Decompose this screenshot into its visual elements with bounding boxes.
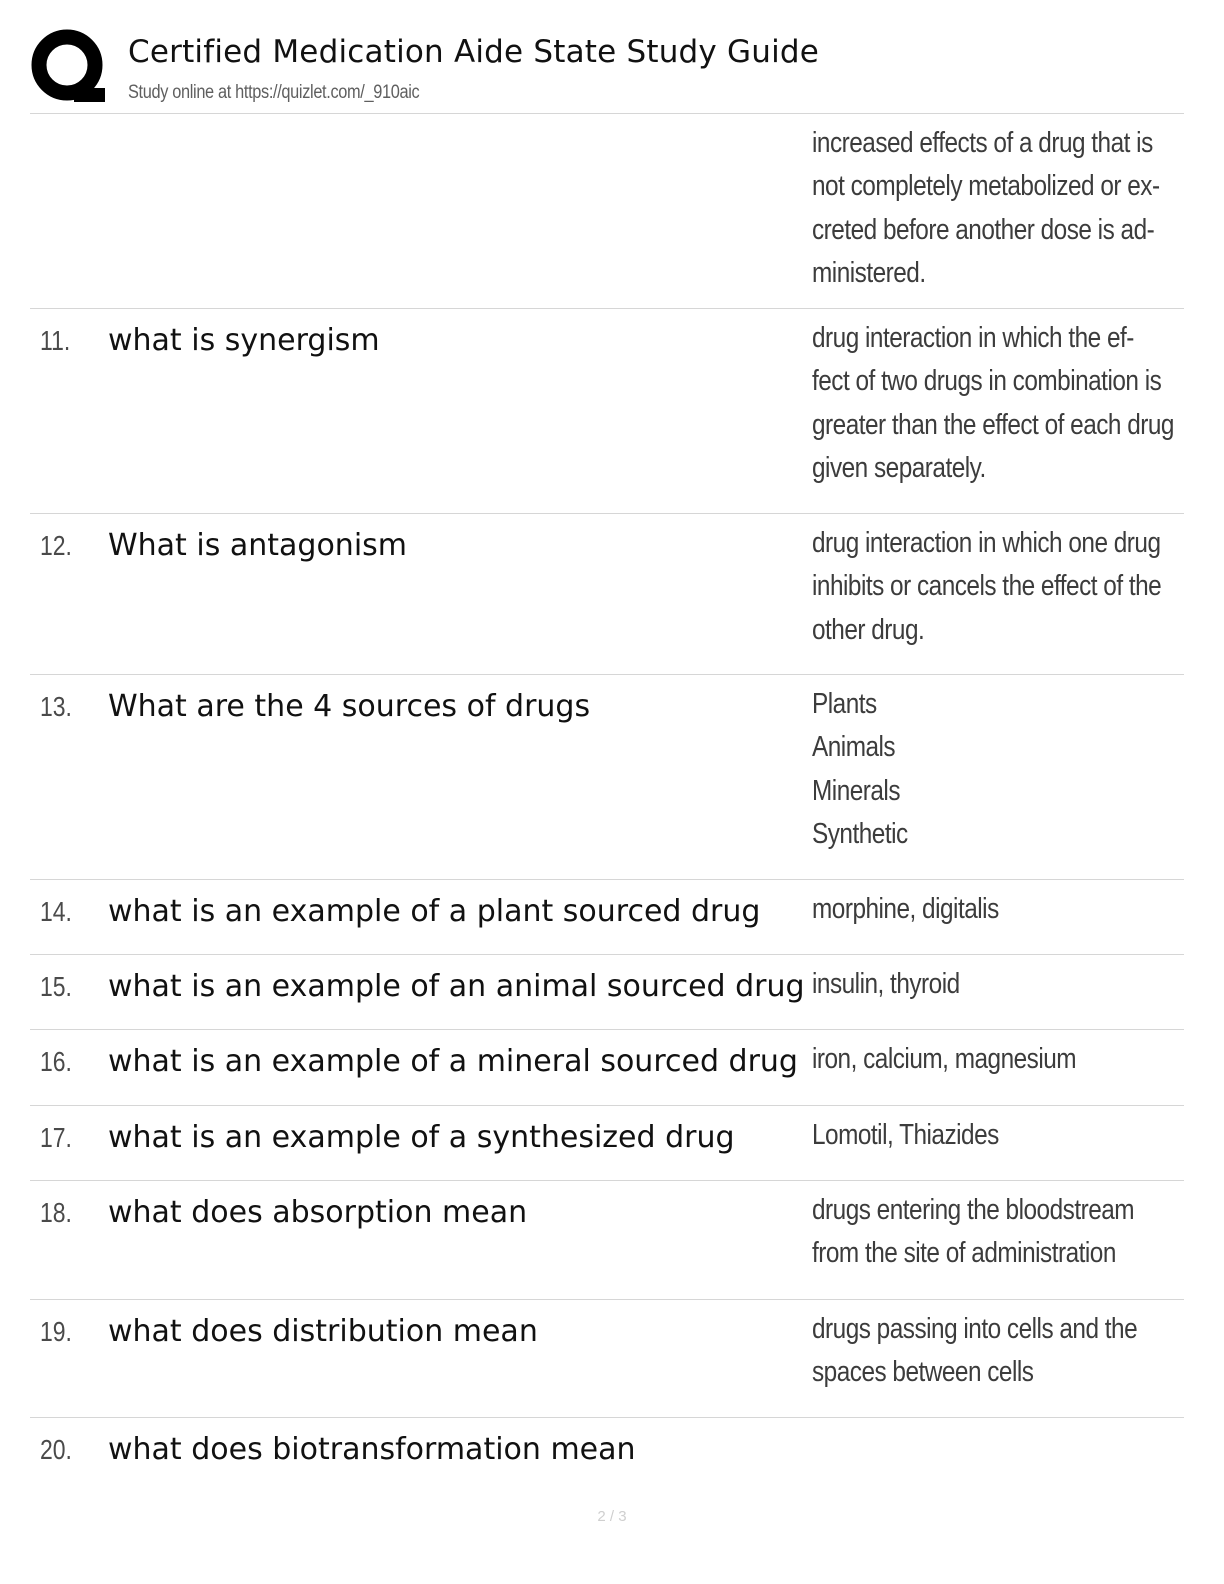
study-online-link[interactable]: Study online at https://quizlet.com/_910aic [128, 82, 420, 103]
flashcard [30, 675, 1184, 880]
definition-line: greater than the effect of each drug [812, 408, 1174, 441]
flashcard-list [30, 114, 1184, 1498]
definition-line: drugs passing into cells and the [812, 1313, 1138, 1345]
definition-line: drugs entering the bloodstream [812, 1194, 1135, 1226]
flashcard [30, 309, 1184, 514]
definition-line: Animals [812, 731, 896, 764]
card-number: 14. [40, 896, 72, 927]
card-term: what is an example of a mineral sourced drug [108, 1044, 798, 1079]
card-definition [812, 317, 1174, 490]
card-number: 20. [40, 1434, 72, 1465]
card-number: 16. [40, 1046, 72, 1077]
quizlet-logo-icon [30, 28, 110, 108]
page-number: 2 / 3 [597, 1508, 627, 1525]
flashcard [30, 1300, 1184, 1418]
definition-line: creted before another dose is ad- [812, 213, 1155, 246]
definition-line: not completely metabolized or ex- [812, 170, 1160, 203]
card-term: What is antagonism [108, 528, 408, 563]
card-definition [812, 522, 1165, 652]
card-number: 17. [40, 1122, 72, 1153]
definition-line: other drug. [812, 613, 925, 646]
definition-line: Plants [812, 688, 877, 720]
card-definition [812, 683, 1165, 856]
card-definition [812, 1308, 1165, 1395]
card-number: 12. [40, 530, 72, 561]
card-term: what does distribution mean [108, 1314, 538, 1349]
page-header [30, 28, 1184, 114]
card-term: What are the 4 sources of drugs [108, 689, 591, 724]
definition-line: Lomotil, Thiazides [812, 1119, 999, 1151]
definition-line: morphine, digitalis [812, 893, 999, 925]
card-term: what is an example of a synthesized drug [108, 1120, 735, 1155]
definition-line: Synthetic [812, 817, 908, 850]
card-number: 15. [40, 971, 72, 1002]
card-definition [812, 1038, 1165, 1081]
definition-line: given separately. [812, 451, 986, 484]
flashcard [30, 114, 1184, 309]
card-term: what is an example of a plant sourced drug [108, 894, 761, 929]
card-number: 19. [40, 1316, 72, 1347]
card-term: what is an example of an animal sourced drug [108, 969, 805, 1004]
card-definition [812, 888, 1165, 931]
card-definition [812, 122, 1165, 295]
flashcard [30, 880, 1184, 955]
definition-line: spaces between cells [812, 1356, 1034, 1389]
definition-line: drug interaction in which one drug [812, 527, 1161, 559]
definition-line: increased effects of a drug that is [812, 127, 1153, 159]
flashcard [30, 1418, 1184, 1498]
definition-line: from the site of administration [812, 1237, 1116, 1270]
card-number: 18. [40, 1197, 72, 1228]
card-term: what does biotransformation mean [108, 1432, 636, 1467]
card-definition [812, 963, 1165, 1006]
card-definition [812, 1114, 1165, 1157]
card-definition [812, 1189, 1165, 1276]
document-title: Certified Medication Aide State Study Guide [128, 34, 820, 70]
definition-line: insulin, thyroid [812, 968, 960, 1000]
flashcard [30, 1106, 1184, 1181]
definition-line: ministered. [812, 256, 926, 289]
flashcard [30, 1030, 1184, 1106]
flashcard [30, 514, 1184, 675]
definition-line: fect of two drugs in combination is [812, 365, 1162, 398]
card-term: what is synergism [108, 323, 380, 358]
flashcard [30, 1181, 1184, 1300]
flashcard [30, 955, 1184, 1030]
definition-line: drug interaction in which the ef- [812, 322, 1134, 354]
card-number: 11. [40, 325, 71, 356]
definition-line: Minerals [812, 774, 901, 807]
card-number: 13. [40, 691, 72, 722]
definition-line: inhibits or cancels the effect of the [812, 570, 1162, 603]
card-term: what does absorption mean [108, 1195, 528, 1230]
definition-line: iron, calcium, magnesium [812, 1043, 1077, 1075]
